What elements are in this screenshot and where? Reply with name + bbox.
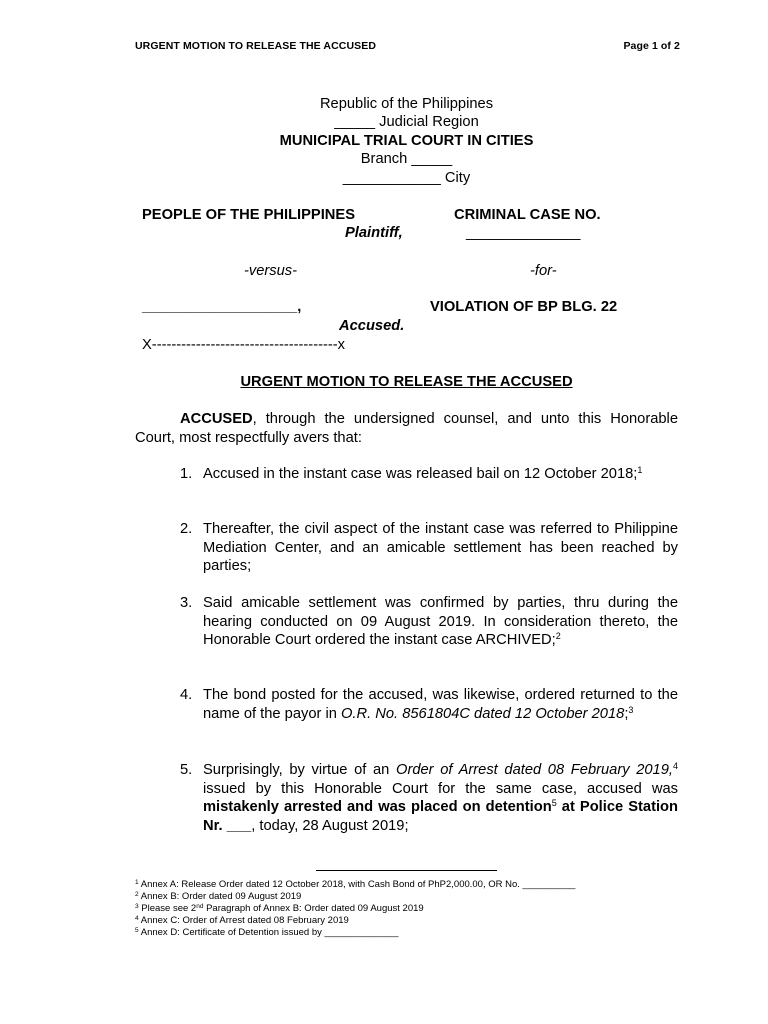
list-item: [180, 761, 678, 835]
footnote: [135, 927, 398, 939]
item-number: 1.: [180, 466, 193, 482]
footnote-separator: [316, 870, 497, 871]
plaintiff-role: Plaintiff,: [345, 225, 403, 241]
footnote-text: Annex B: Order dated 09 August 2019: [138, 891, 302, 902]
footnote-number: 2: [135, 891, 139, 898]
item-text: Thereafter, the civil aspect of the instant case was referred to Philippine Mediation Center, and an amicable settlement has been reached by parties;: [203, 521, 678, 575]
footnote: [135, 903, 424, 915]
item-text-end: ;: [624, 705, 629, 722]
footnote-text: Annex A: Release Order dated 12 October 2018, with Cash Bond of PhP2,000.00, OR No. __________: [138, 879, 576, 890]
court-line-republic: Republic of the Philippines: [319, 96, 494, 112]
intro-paragraph: [135, 410, 678, 447]
running-header-title: URGENT MOTION TO RELEASE THE ACCUSED: [135, 40, 377, 52]
footnote-ref: 1: [637, 465, 643, 475]
case-number-label: CRIMINAL CASE NO.: [454, 207, 601, 223]
court-line-name: MUNICIPAL TRIAL COURT IN CITIES: [279, 133, 534, 149]
list-item: [180, 520, 678, 576]
for-label: -for-: [530, 263, 557, 279]
footnote: [135, 915, 349, 927]
arrest-order-reference: Order of Arrest dated 08 February 2019,: [396, 762, 673, 778]
item-number: 4.: [180, 687, 193, 703]
list-item: [180, 686, 678, 723]
footnote-number: 3: [135, 903, 139, 910]
accused-role: Accused.: [339, 318, 405, 334]
detention-statement: mistakenly arrested and was placed on detention: [203, 799, 552, 816]
item-text: The bond posted for the accused, was likewise, ordered returned to the name of the payor in: [203, 687, 678, 722]
receipt-reference: O.R. No. 8561804C dated 12 October 2018: [340, 705, 625, 722]
footnote-ref: 4: [672, 761, 678, 771]
footnote-text: Annex D: Certificate of Detention issued by ______________: [138, 927, 399, 938]
accused-name-blank: ___________________,: [142, 299, 302, 315]
offense-label: VIOLATION OF BP BLG. 22: [430, 299, 618, 315]
versus-label: -versus-: [244, 263, 298, 279]
case-number-blank: ______________: [466, 225, 581, 241]
footnote-number: 5: [135, 927, 139, 934]
item-text-mid: issued by this Honorable Court for the same case, accused was: [203, 780, 678, 797]
footnote-text-end: Paragraph of Annex B: Order dated 09 August 2019: [203, 903, 424, 914]
court-line-branch: Branch _____: [360, 151, 453, 167]
item-text: Surprisingly, by virtue of an: [203, 762, 397, 778]
plaintiff-name: PEOPLE OF THE PHILIPPINES: [142, 207, 356, 223]
item-number: 5.: [180, 762, 193, 778]
item-text-end: , today, 28 August 2019;: [251, 817, 409, 834]
footnote: [135, 879, 575, 891]
court-line-city: ____________ City: [342, 170, 471, 186]
footnote: [135, 891, 301, 903]
footnote-ref: 3: [628, 704, 634, 715]
footnote-text: Annex C: Order of Arrest dated 08 February 2019: [138, 915, 349, 926]
item-number: 2.: [180, 521, 193, 537]
court-line-region: _____ Judicial Region: [334, 114, 479, 130]
footnote-ref: 2: [555, 631, 561, 642]
intro-lead: ACCUSED: [180, 411, 253, 427]
police-station-label: at Police Station Nr.: [203, 799, 679, 834]
footnote-number: 1: [135, 879, 139, 886]
item-text: Accused in the instant case was released bail on 12 October 2018;: [203, 466, 638, 482]
page-number: Page 1 of 2: [623, 40, 680, 52]
police-station-blank: ___: [226, 817, 252, 834]
ordinal-suffix: nd: [196, 903, 204, 910]
footnote-number: 4: [135, 915, 139, 922]
list-item: [180, 465, 678, 484]
intro-text: , through the undersigned counsel, and unto this Honorable Court, most respectfully avers that:: [135, 411, 678, 446]
caption-separator: X--------------------------------------x: [142, 337, 346, 353]
item-number: 3.: [180, 595, 193, 611]
item-text: Said amicable settlement was confirmed by parties, thru during the hearing conducted on 09 August 2019. In consideration thereto, the Honorable Court ordered the instant case ARCHIVED;: [203, 595, 678, 649]
list-item: [180, 594, 678, 650]
footnote-text: Please see 2: [138, 903, 197, 914]
footnote-ref: 5: [551, 798, 557, 809]
motion-title: URGENT MOTION TO RELEASE THE ACCUSED: [240, 374, 573, 390]
